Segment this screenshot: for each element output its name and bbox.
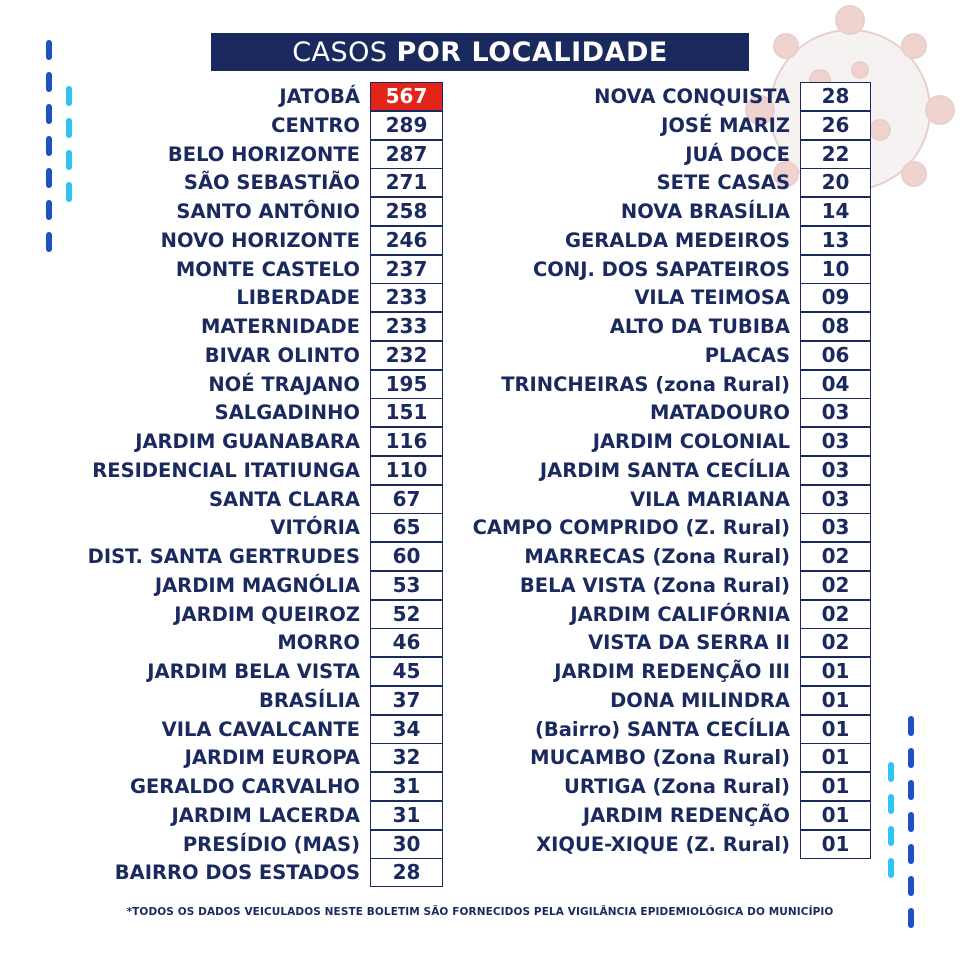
locality-row <box>0 830 790 859</box>
case-count: 01 <box>800 801 871 830</box>
locality-name: JARDIM REDENÇÃO <box>582 804 790 827</box>
case-count: 08 <box>800 312 871 341</box>
locality-row <box>0 226 790 255</box>
locality-name: VISTA DA SERRA II <box>588 631 790 654</box>
locality-name: VILA MARIANA <box>630 488 790 511</box>
locality-row <box>0 370 790 399</box>
case-count: 03 <box>800 427 871 456</box>
case-count: 01 <box>800 772 871 801</box>
locality-name: SALGADINHO <box>214 401 360 424</box>
locality-name: RESIDENCIAL ITATIUNGA <box>92 459 360 482</box>
locality-name: GERALDA MEDEIROS <box>564 229 790 252</box>
locality-row <box>0 456 790 485</box>
locality-name: SANTO ANTÔNIO <box>176 200 360 223</box>
locality-name: JATOBÁ <box>279 85 360 108</box>
locality-row <box>0 657 790 686</box>
case-count: 232 <box>370 341 443 370</box>
locality-row <box>0 628 790 657</box>
locality-name: URTIGA (Zona Rural) <box>564 775 790 798</box>
locality-name: JARDIM BELA VISTA <box>147 660 360 683</box>
locality-row <box>0 858 360 887</box>
locality-name: SETE CASAS <box>656 171 790 194</box>
locality-name: BELO HORIZONTE <box>167 143 360 166</box>
case-count: 09 <box>800 283 871 312</box>
locality-name: JARDIM MAGNÓLIA <box>154 574 360 597</box>
case-count: 53 <box>370 571 443 600</box>
case-count: 14 <box>800 197 871 226</box>
locality-name: JARDIM LACERDA <box>171 804 360 827</box>
locality-name: NOVO HORIZONTE <box>160 229 360 252</box>
case-count: 13 <box>800 226 871 255</box>
locality-name: BRASÍLIA <box>258 689 360 712</box>
locality-name: (Bairro) SANTA CECÍLIA <box>534 718 790 741</box>
page-title <box>211 33 749 71</box>
locality-row <box>0 255 790 284</box>
title-bold: POR LOCALIDADE <box>396 36 668 68</box>
locality-row <box>0 686 790 715</box>
locality-name: XIQUE-XIQUE (Z. Rural) <box>536 833 790 856</box>
locality-name: JARDIM EUROPA <box>184 746 360 769</box>
locality-name: LIBERDADE <box>236 286 360 309</box>
footnote: *TODOS OS DADOS VEICULADOS NESTE BOLETIM SÃO FORNECIDOS PELA VIGILÂNCIA EPIDEMIOLÓGICA DO MUNICÍPIO <box>126 906 834 918</box>
case-count: 52 <box>370 600 443 629</box>
locality-name: VILA CAVALCANTE <box>161 718 360 741</box>
locality-name: JARDIM GUANABARA <box>135 430 360 453</box>
locality-name: JARDIM QUEIROZ <box>174 603 360 626</box>
case-count: 195 <box>370 370 443 399</box>
case-count: 289 <box>370 111 443 140</box>
case-count: 03 <box>800 398 871 427</box>
locality-name: TRINCHEIRAS (zona Rural) <box>501 373 790 396</box>
locality-name: CENTRO <box>271 114 360 137</box>
case-count: 67 <box>370 485 443 514</box>
locality-row <box>0 168 790 197</box>
case-count: 45 <box>370 657 443 686</box>
case-count: 02 <box>800 600 871 629</box>
locality-name: SANTA CLARA <box>208 488 360 511</box>
locality-name: MUCAMBO (Zona Rural) <box>530 746 790 769</box>
locality-name: DIST. SANTA GERTRUDES <box>87 545 360 568</box>
case-count: 01 <box>800 657 871 686</box>
locality-row <box>0 341 790 370</box>
locality-name: JUÁ DOCE <box>685 143 790 166</box>
case-count: 32 <box>370 743 443 772</box>
locality-name: MORRO <box>277 631 360 654</box>
locality-name: NOÉ TRAJANO <box>208 373 360 396</box>
case-count: 01 <box>800 686 871 715</box>
locality-name: GERALDO CARVALHO <box>129 775 360 798</box>
case-count: 110 <box>370 456 443 485</box>
locality-name: CAMPO COMPRIDO (Z. Rural) <box>472 516 790 539</box>
locality-name: SÃO SEBASTIÃO <box>183 171 360 194</box>
locality-name: JOSÉ MARIZ <box>661 114 790 137</box>
case-count: 246 <box>370 226 443 255</box>
case-count: 34 <box>370 715 443 744</box>
case-count: 03 <box>800 456 871 485</box>
case-count: 22 <box>800 140 871 169</box>
case-count: 01 <box>800 743 871 772</box>
locality-row <box>0 513 790 542</box>
locality-name: BIVAR OLINTO <box>204 344 360 367</box>
case-count: 65 <box>370 513 443 542</box>
case-count: 03 <box>800 485 871 514</box>
case-count: 233 <box>370 312 443 341</box>
locality-row <box>0 801 790 830</box>
locality-name: NOVA BRASÍLIA <box>620 200 790 223</box>
locality-name: JARDIM COLONIAL <box>592 430 790 453</box>
locality-row <box>0 398 790 427</box>
locality-name: MATERNIDADE <box>201 315 360 338</box>
locality-row <box>0 82 790 111</box>
locality-row <box>0 197 790 226</box>
title-light: CASOS <box>292 36 388 68</box>
locality-name: NOVA CONQUISTA <box>594 85 790 108</box>
case-count: 04 <box>800 370 871 399</box>
case-count: 37 <box>370 686 443 715</box>
locality-name: VILA TEIMOSA <box>634 286 790 309</box>
case-count: 02 <box>800 628 871 657</box>
locality-row <box>0 485 790 514</box>
locality-row <box>0 743 790 772</box>
case-count: 20 <box>800 168 871 197</box>
case-count: 258 <box>370 197 443 226</box>
locality-row <box>0 140 790 169</box>
locality-row <box>0 283 790 312</box>
locality-name: MARRECAS (Zona Rural) <box>524 545 790 568</box>
locality-name: ALTO DA TUBIBA <box>609 315 790 338</box>
case-count: 151 <box>370 398 443 427</box>
locality-name: JARDIM CALIFÓRNIA <box>570 603 790 626</box>
case-count: 28 <box>800 82 871 111</box>
case-count: 116 <box>370 427 443 456</box>
case-count: 28 <box>370 858 443 887</box>
case-count: 01 <box>800 830 871 859</box>
case-count: 31 <box>370 772 443 801</box>
locality-name: PRESÍDIO (MAS) <box>182 833 360 856</box>
locality-name: MATADOURO <box>649 401 790 424</box>
locality-name: JARDIM SANTA CECÍLIA <box>539 459 790 482</box>
case-count: 60 <box>370 542 443 571</box>
case-count: 06 <box>800 341 871 370</box>
case-count: 01 <box>800 715 871 744</box>
locality-name: VITÓRIA <box>270 516 360 539</box>
locality-row <box>0 312 790 341</box>
locality-name: BELA VISTA (Zona Rural) <box>519 574 790 597</box>
locality-row <box>0 542 790 571</box>
locality-row <box>0 715 790 744</box>
case-count: 31 <box>370 801 443 830</box>
locality-row <box>0 571 790 600</box>
case-count: 271 <box>370 168 443 197</box>
case-count: 46 <box>370 628 443 657</box>
case-count: 03 <box>800 513 871 542</box>
locality-row <box>0 772 790 801</box>
case-count: 02 <box>800 571 871 600</box>
case-count: 567 <box>370 82 443 111</box>
locality-name: JARDIM REDENÇÃO III <box>554 660 790 683</box>
locality-name: PLACAS <box>704 344 790 367</box>
case-count: 233 <box>370 283 443 312</box>
locality-name: CONJ. DOS SAPATEIROS <box>533 258 790 281</box>
locality-name: DONA MILINDRA <box>610 689 790 712</box>
case-count: 287 <box>370 140 443 169</box>
locality-row <box>0 600 790 629</box>
case-count: 10 <box>800 255 871 284</box>
case-count: 26 <box>800 111 871 140</box>
case-count: 02 <box>800 542 871 571</box>
locality-name: MONTE CASTELO <box>175 258 360 281</box>
locality-name: BAIRRO DOS ESTADOS <box>114 861 360 884</box>
case-count: 30 <box>370 830 443 859</box>
locality-row <box>0 111 790 140</box>
case-count: 237 <box>370 255 443 284</box>
locality-row <box>0 427 790 456</box>
